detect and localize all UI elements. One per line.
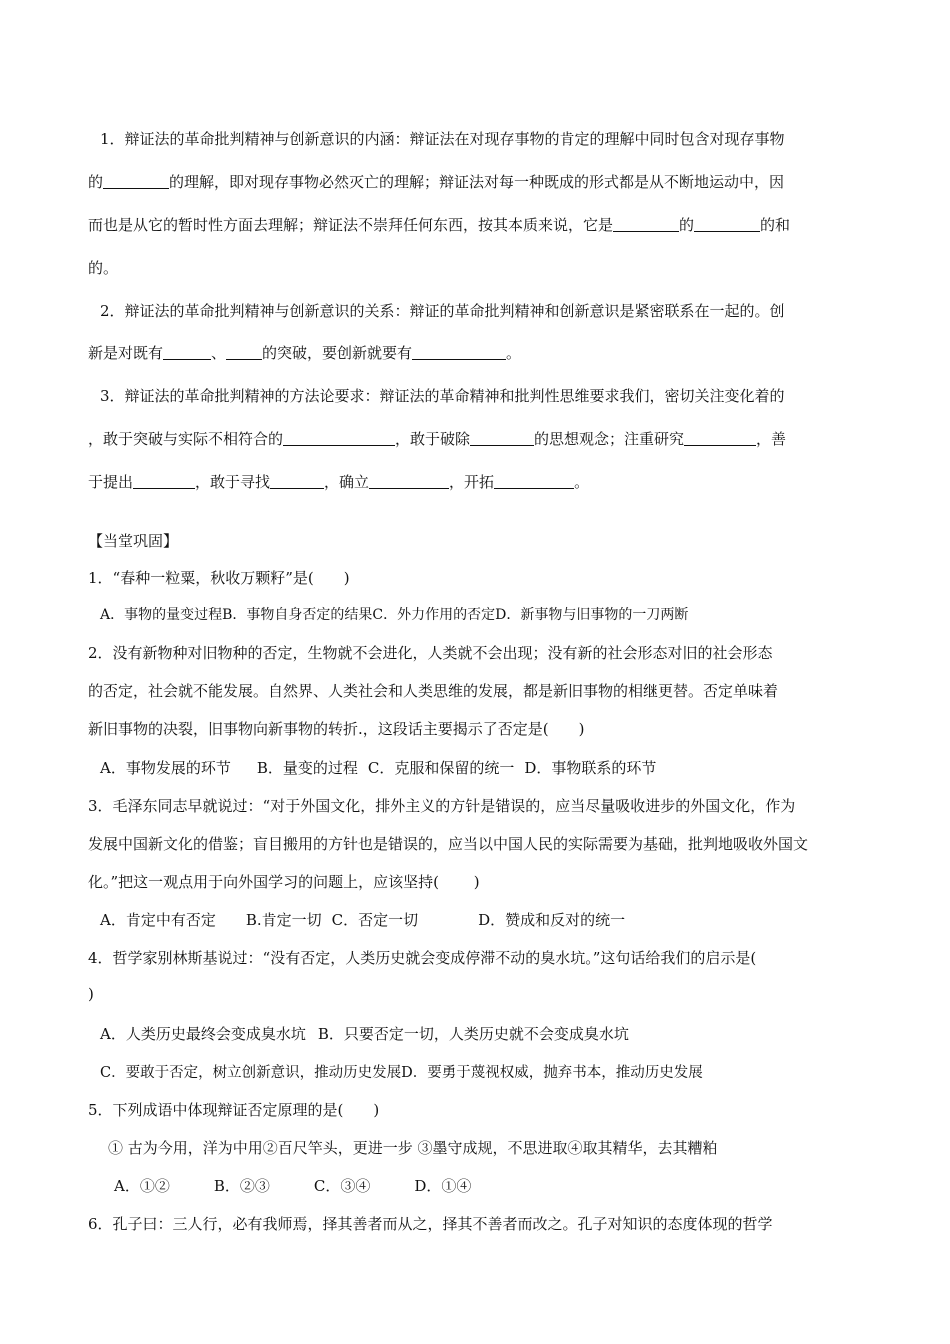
fill-blank[interactable]: [103, 174, 169, 189]
question-2-line-3: 新旧事物的决裂，旧事物向新事物的转折.，这段话主要揭示了否定是( ): [88, 720, 585, 738]
question-4-options-ab: [100, 1023, 880, 1044]
fill-blank[interactable]: [226, 345, 262, 360]
text: 1．辩证法的革命批判精神与创新意识的内涵：辩证法在对现存事物的肯定的理解中同时包含对现存事物: [100, 130, 785, 148]
question-1-stem: 1．“春种一粒粟，秋收万颗籽”是( ): [88, 569, 350, 587]
question-4-line-1: 4．哲学家别林斯基说过：“没有否定，人类历史就会变成停滞不动的臭水坑。”这句话给我们的启示是(: [88, 949, 757, 967]
question-6-line-1: 6．孔子曰：三人行，必有我师焉，择其善者而从之，择其不善者而改之。孔子对知识的态度体现的哲学: [88, 1215, 773, 1233]
fill-blank[interactable]: [283, 431, 395, 446]
text: 的: [88, 173, 104, 191]
question-3-options: [100, 909, 880, 930]
question-4-options-cd[interactable]: C．要敢于否定，树立创新意识，推动历史发展D．要勇于蔑视权威，抛弃书本，推动历史发展: [100, 1065, 703, 1081]
question-4-line-2: ): [88, 985, 94, 1003]
question-2-options: [100, 757, 880, 778]
question-3-line-1: 3．毛泽东同志早就说过：“对于外国文化，排外主义的方针是错误的，应当尽量吸收进步的外国文化，作为: [88, 797, 796, 815]
text: 的理解，即对现存事物必然灭亡的理解；辩证法对每一种既成的形式都是从不断地运动中，因: [169, 173, 785, 191]
option-b[interactable]: B．只要否定一切，人类历史就不会变成臭水坑: [317, 1025, 629, 1043]
option-b[interactable]: B.肯定一切: [245, 911, 322, 929]
p1-line-4: [88, 257, 868, 278]
text: 的和: [760, 216, 791, 234]
option-b[interactable]: B．量变的过程: [256, 759, 358, 777]
fill-blank[interactable]: [163, 345, 211, 360]
fill-blank[interactable]: [412, 345, 506, 360]
question-1-options[interactable]: A．事物的量变过程B．事物自身否定的结果C．外力作用的否定D．新事物与旧事物的一刀两断: [100, 607, 689, 623]
question-2-line-2: 的否定，社会就不能发展。自然界、人类社会和人类思维的发展，都是新旧事物的相继更替。否定单味着: [88, 682, 779, 700]
option-a[interactable]: A．肯定中有否定: [100, 911, 216, 929]
question-2-line-1: 2．没有新物种对旧物种的否定，生物就不会进化，人类就不会出现；没有新的社会形态对旧的社会形态: [88, 644, 773, 662]
option-b[interactable]: B．②③: [213, 1177, 270, 1195]
text: ，敢于寻找: [195, 473, 271, 491]
text: 的: [679, 216, 695, 234]
fill-blank[interactable]: [494, 474, 574, 489]
text: 于提出: [88, 473, 134, 491]
question-3-line-3: 化。”把这一观点用于向外国学习的问题上，应该坚持( ): [88, 873, 480, 891]
p1-line-2: [88, 171, 868, 192]
option-c[interactable]: C．否定一切: [331, 911, 419, 929]
text: 新是对既有: [88, 344, 164, 362]
option-d[interactable]: D．事物联系的环节: [524, 759, 657, 777]
p3-line-2: [88, 428, 868, 449]
text: 3．辩证法的革命批判精神的方法论要求：辩证法的革命精神和批判性思维要求我们，密切关注变化着的: [100, 387, 785, 405]
p2-line-1: [100, 300, 880, 321]
text: ，确立: [324, 473, 370, 491]
text: 的突破，要创新就要有: [262, 344, 413, 362]
fill-blank[interactable]: [613, 217, 679, 232]
p1-line-3: [88, 214, 868, 235]
p1-line-1: [100, 128, 880, 149]
section-title: 【当堂巩固】: [88, 532, 179, 550]
p2-line-2: [88, 342, 868, 363]
fill-blank[interactable]: [684, 431, 756, 446]
text: 。: [506, 344, 522, 362]
text: 。: [574, 473, 590, 491]
option-a[interactable]: A．事物发展的环节: [100, 759, 231, 777]
fill-blank[interactable]: [133, 474, 195, 489]
question-5-items: ① 古为今用，洋为中用②百尺竿头，更进一步 ③墨守成规，不思进取④取其精华，去其糟粕: [108, 1139, 718, 1157]
text: 、: [211, 344, 227, 362]
fill-blank[interactable]: [369, 474, 449, 489]
p3-line-3: [88, 471, 868, 492]
text: 的。: [88, 259, 119, 277]
text: 的思想观念；注重研究: [534, 430, 685, 448]
question-5-options: [114, 1175, 894, 1196]
fill-blank[interactable]: [270, 474, 324, 489]
text: ，善: [756, 430, 787, 448]
p3-line-1: [100, 385, 880, 406]
option-d[interactable]: D．赞成和反对的统一: [478, 911, 626, 929]
fill-blank[interactable]: [694, 217, 760, 232]
option-c[interactable]: C．③④: [313, 1177, 371, 1195]
option-a[interactable]: A．人类历史最终会变成臭水坑: [100, 1025, 306, 1043]
text: ，开拓: [449, 473, 495, 491]
option-c[interactable]: C．克服和保留的统一: [367, 759, 515, 777]
text: 2．辩证法的革命批判精神与创新意识的关系：辩证的革命批判精神和创新意识是紧密联系在一起的。创: [100, 302, 785, 320]
question-5-stem: 5．下列成语中体现辩证否定原理的是( ): [88, 1101, 380, 1119]
option-a[interactable]: A．①②: [114, 1177, 170, 1195]
text: ，敢于突破与实际不相符合的: [88, 430, 284, 448]
fill-blank[interactable]: [470, 431, 534, 446]
text: 而也是从它的暂时性方面去理解；辩证法不崇拜任何东西，按其本质来说，它是: [88, 216, 614, 234]
option-d[interactable]: D．①④: [414, 1177, 472, 1195]
question-3-line-2: 发展中国新文化的借鉴；盲目搬用的方针也是错误的，应当以中国人民的实际需要为基础，批判地吸收外国文: [88, 835, 809, 853]
text: ，敢于破除: [395, 430, 471, 448]
